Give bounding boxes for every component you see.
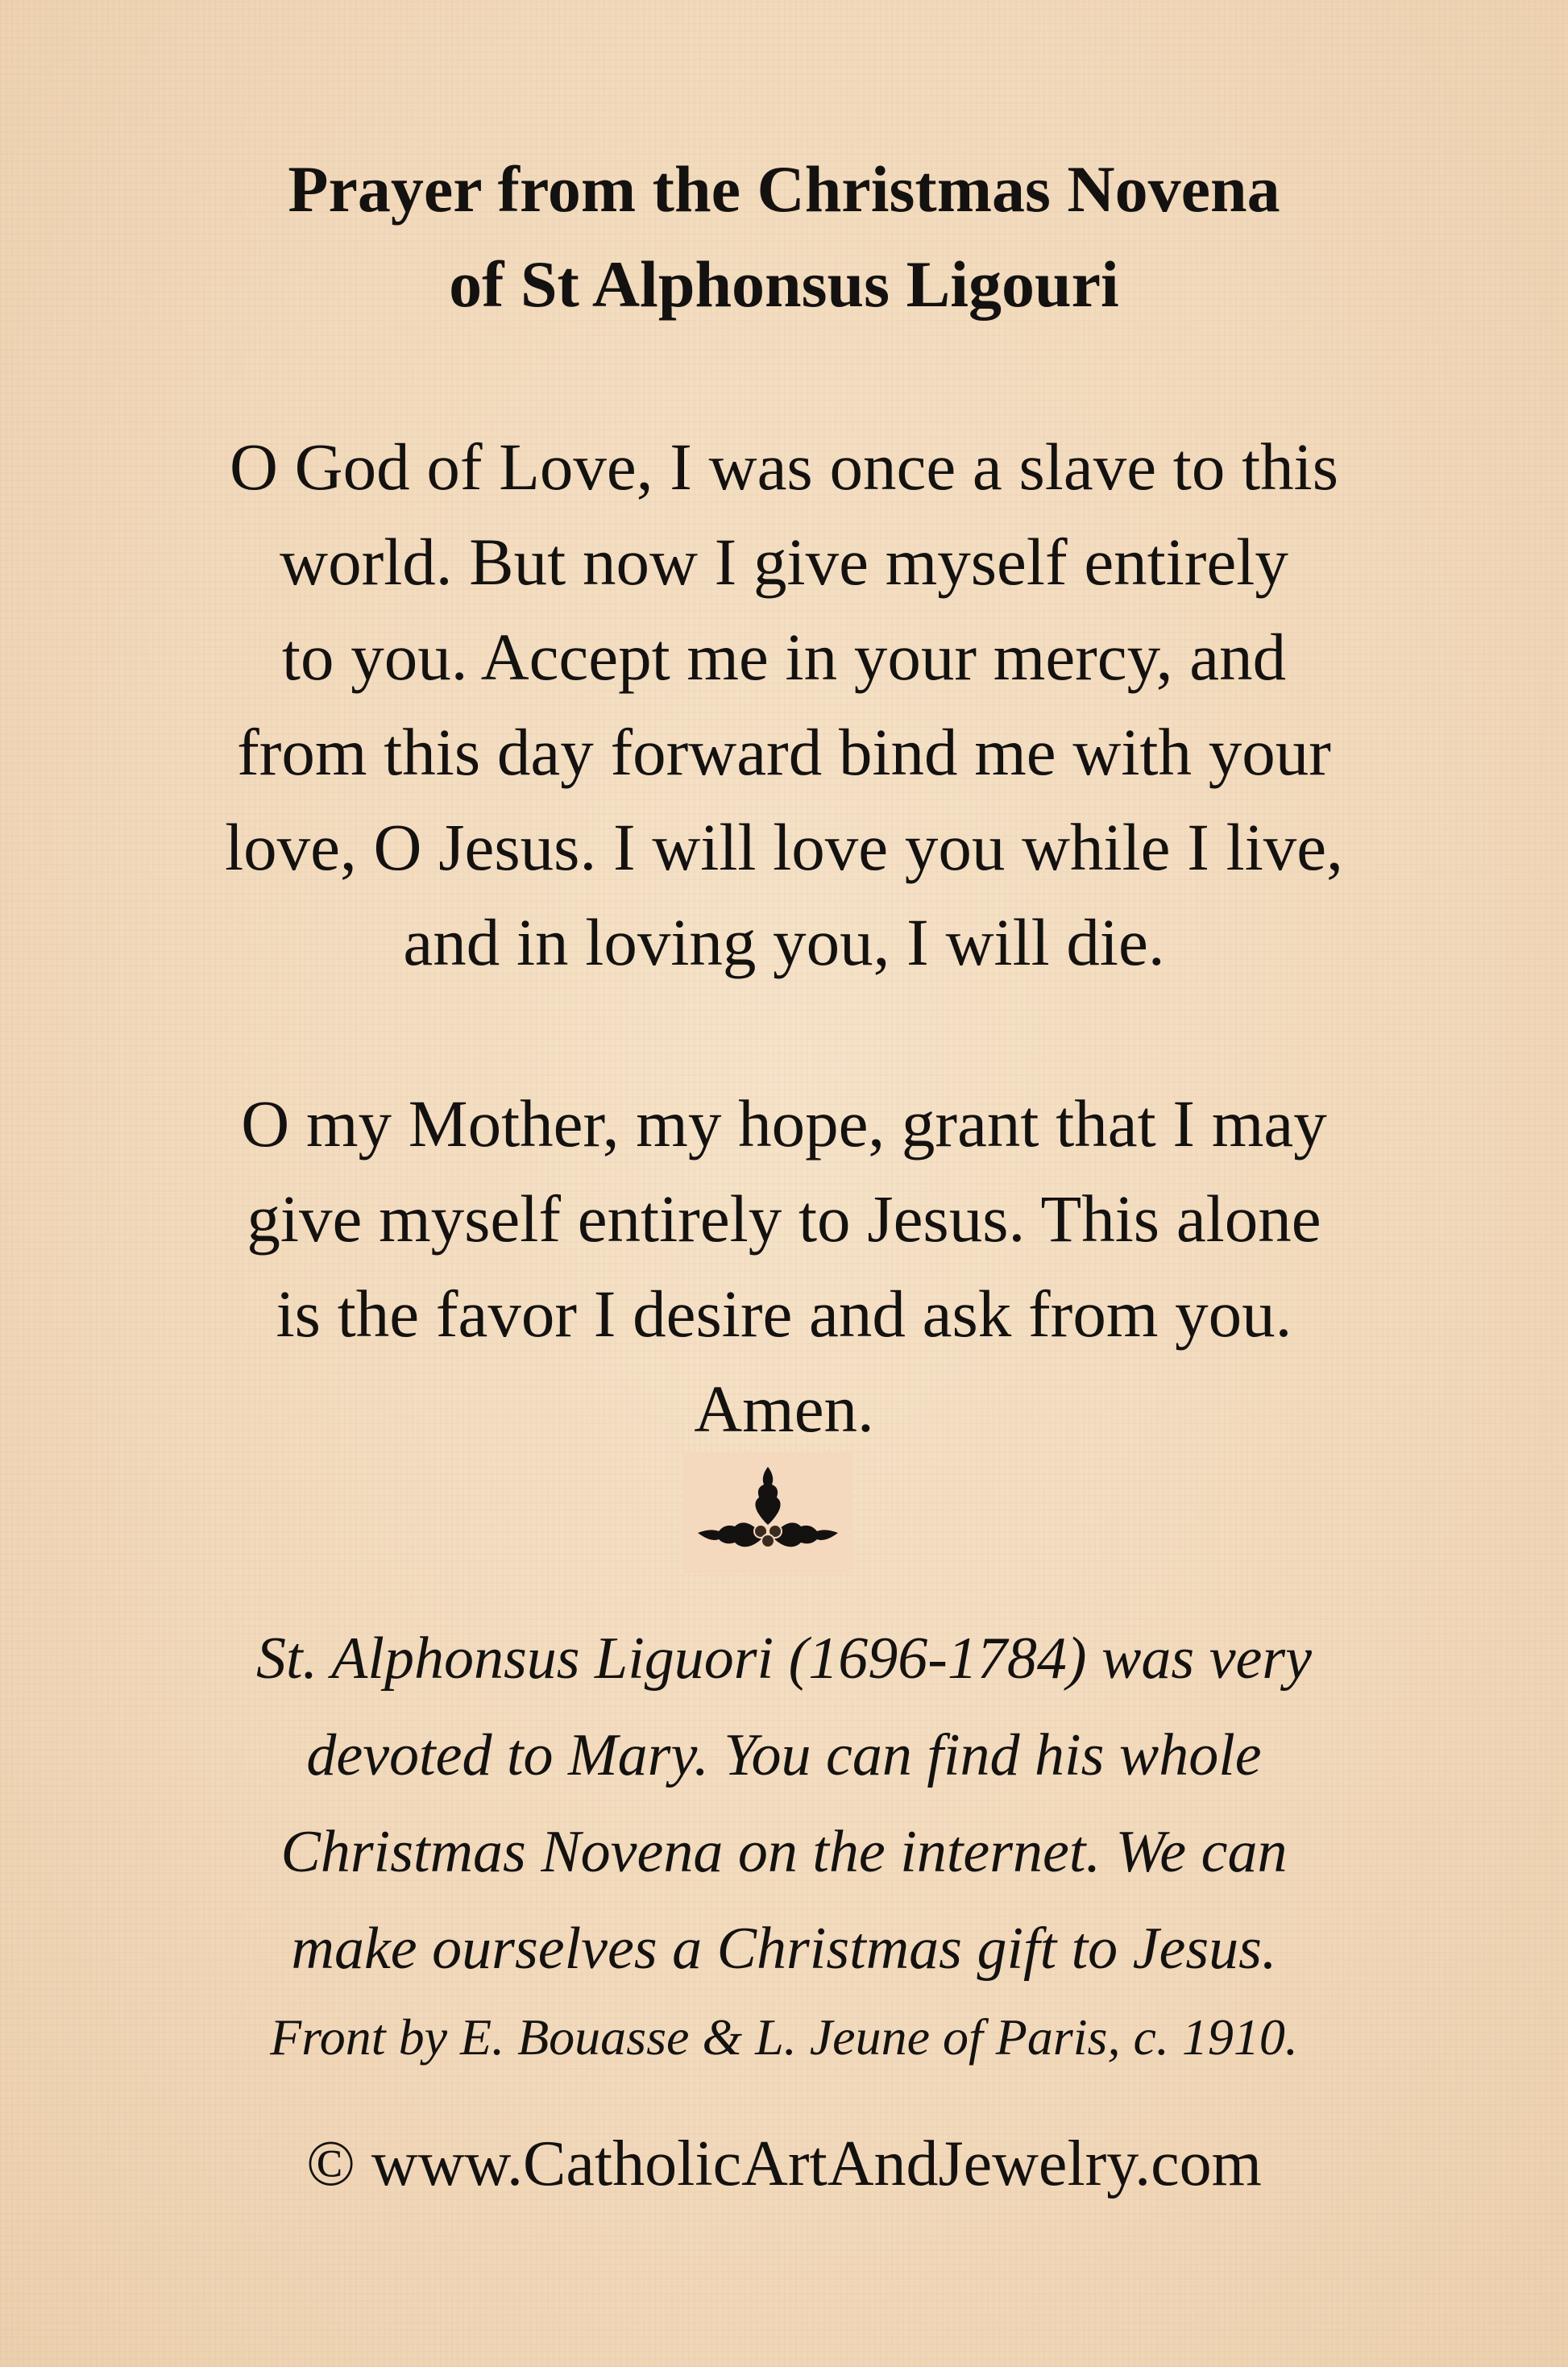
prayer-line: from this day forward bind me with your	[237, 715, 1331, 789]
prayer-amen: Amen.	[694, 1372, 874, 1446]
note-line: Christmas Novena on the internet. We can	[280, 1819, 1288, 1885]
holly-ornament	[683, 1452, 852, 1573]
prayer-line: love, O Jesus. I will love you while I live,	[225, 810, 1343, 884]
note-line: devoted to Mary. You can find his whole	[306, 1722, 1262, 1788]
title-line-1: Prayer from the Christmas Novena	[288, 152, 1280, 226]
prayer-line: O God of Love, I was once a slave to this	[229, 430, 1339, 504]
copyright-line: © www.CatholicArtAndJewelry.com	[306, 2128, 1262, 2199]
note-line: make ourselves a Christmas gift to Jesus.	[291, 1916, 1277, 1982]
prayer-paragraph-1	[0, 419, 1568, 990]
prayer-line: give myself entirely to Jesus. This alone	[247, 1181, 1321, 1256]
prayer-line: O my Mother, my hope, grant that I may	[241, 1086, 1327, 1161]
prayer-line: and in loving you, I will die.	[403, 905, 1165, 979]
note-line: St. Alphonsus Liguori (1696-1784) was very	[255, 1626, 1313, 1692]
prayer-paragraph-2	[0, 1076, 1568, 1456]
title-line-2: of St Alphonsus Ligouri	[449, 247, 1119, 321]
page-title	[0, 142, 1568, 332]
prayer-line: world. But now I give myself entirely	[280, 525, 1288, 599]
biography-note	[0, 1610, 1568, 1997]
image-credit: Front by E. Bouasse & L. Jeune of Paris, c. 1910.	[270, 2008, 1298, 2066]
prayer-line: is the favor I desire and ask from you.	[276, 1277, 1292, 1351]
prayer-line: to you. Accept me in your mercy, and	[281, 620, 1287, 694]
holly-icon	[683, 1452, 852, 1573]
